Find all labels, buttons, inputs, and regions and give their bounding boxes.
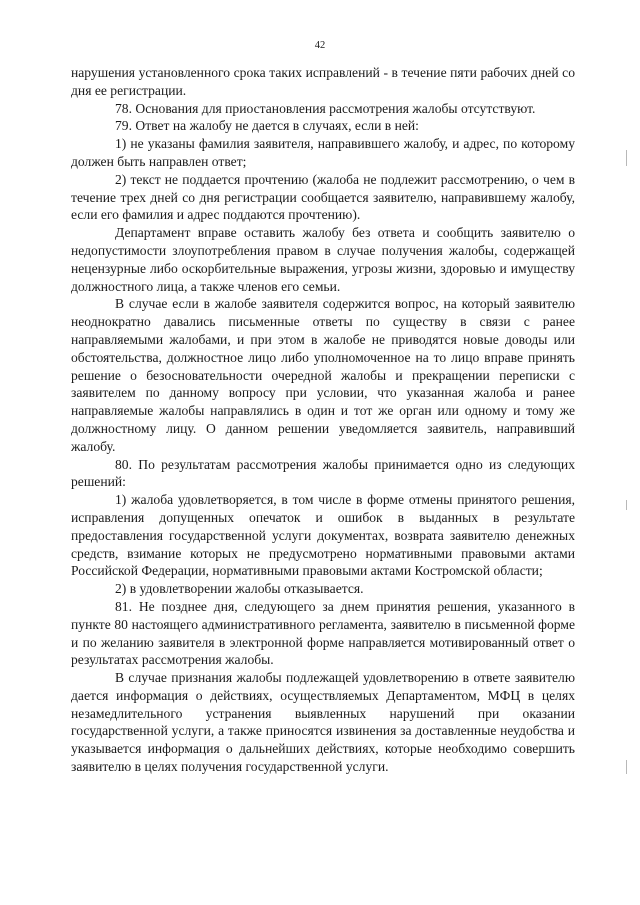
paragraph: В случае если в жалобе заявителя содержится вопрос, на который заявителю неоднократно давались письменные ответы по существу в связи с ранее направляемыми жалобами, и при этом в жалобе не приводятся новые доводы или обстоятельства, должностное лицо либо уполномоченное на то лицо вправе принять решение о безосновательности очередной жалобы и прекращении переписки с заявителем по данному вопросу при условии, что указанная жалоба и ранее направляемые жалобы направлялись в один и тот же орган или одному и тому же должностному лицу. О данном решении уведомляется заявитель, направивший жалобу. (71, 296, 575, 454)
scan-edge-mark (626, 500, 627, 510)
page-number: 42 (314, 40, 326, 51)
document-body (71, 64, 575, 776)
paragraph: 80. По результатам рассмотрения жалобы принимается одно из следующих решений: (71, 456, 575, 490)
paragraph: 2) текст не поддается прочтению (жалоба не подлежит рассмотрению, о чем в течение трех дней со дня регистрации сообщается заявителю, направившему жалобу, если его фамилия и адрес поддаются прочтению). (71, 171, 575, 223)
paragraph: 2) в удовлетворении жалобы отказывается. (115, 581, 364, 597)
scan-edge-mark (626, 760, 627, 774)
paragraph: В случае признания жалобы подлежащей удовлетворению в ответе заявителю дается информация о действиях, осуществляемых Департаментом, МФЦ в целях незамедлительного устранения выявленных нарушений при оказании государственной услуги, а также приносятся извинения за доставленные неудобства и указывается информация о дальнейших действиях, которые необходимо совершить заявителю в целях получения государственной услуги. (71, 670, 575, 775)
paragraph: Департамент вправе оставить жалобу без ответа и сообщить заявителю о недопустимости злоупотребления правом в случае получения жалобы, содержащей нецензурные либо оскорбительные выражения, угрозы жизни, здоровью и имуществу должностного лица, а также членов его семьи. (71, 225, 575, 294)
paragraph: 1) не указаны фамилия заявителя, направившего жалобу, и адрес, по которому должен быть направлен ответ; (71, 136, 575, 169)
paragraph: нарушения установленного срока таких исправлений - в течение пяти рабочих дней со дня ее регистрации. (71, 65, 575, 98)
paragraph: 78. Основания для приостановления рассмотрения жалобы отсутствуют. (115, 100, 536, 116)
paragraph: 79. Ответ на жалобу не дается в случаях, если в ней: (115, 118, 419, 134)
scan-edge-mark (626, 150, 627, 166)
paragraph: 1) жалоба удовлетворяется, в том числе в форме отмены принятого решения, исправления допущенных опечаток и ошибок в выданных в результате предоставления государственной услуги документах, возврата заявителю денежных средств, взимание которых не предусмотрено нормативными правовыми актами Российской Федерации, нормативными правовыми актами Костромской области; (71, 492, 575, 579)
paragraph: 81. Не позднее дня, следующего за днем принятия решения, указанного в пункте 80 настоящего административного регламента, заявителю в письменной форме и по желанию заявителя в электронной форме направляется мотивированный ответ о результатах рассмотрения жалобы. (71, 598, 575, 668)
